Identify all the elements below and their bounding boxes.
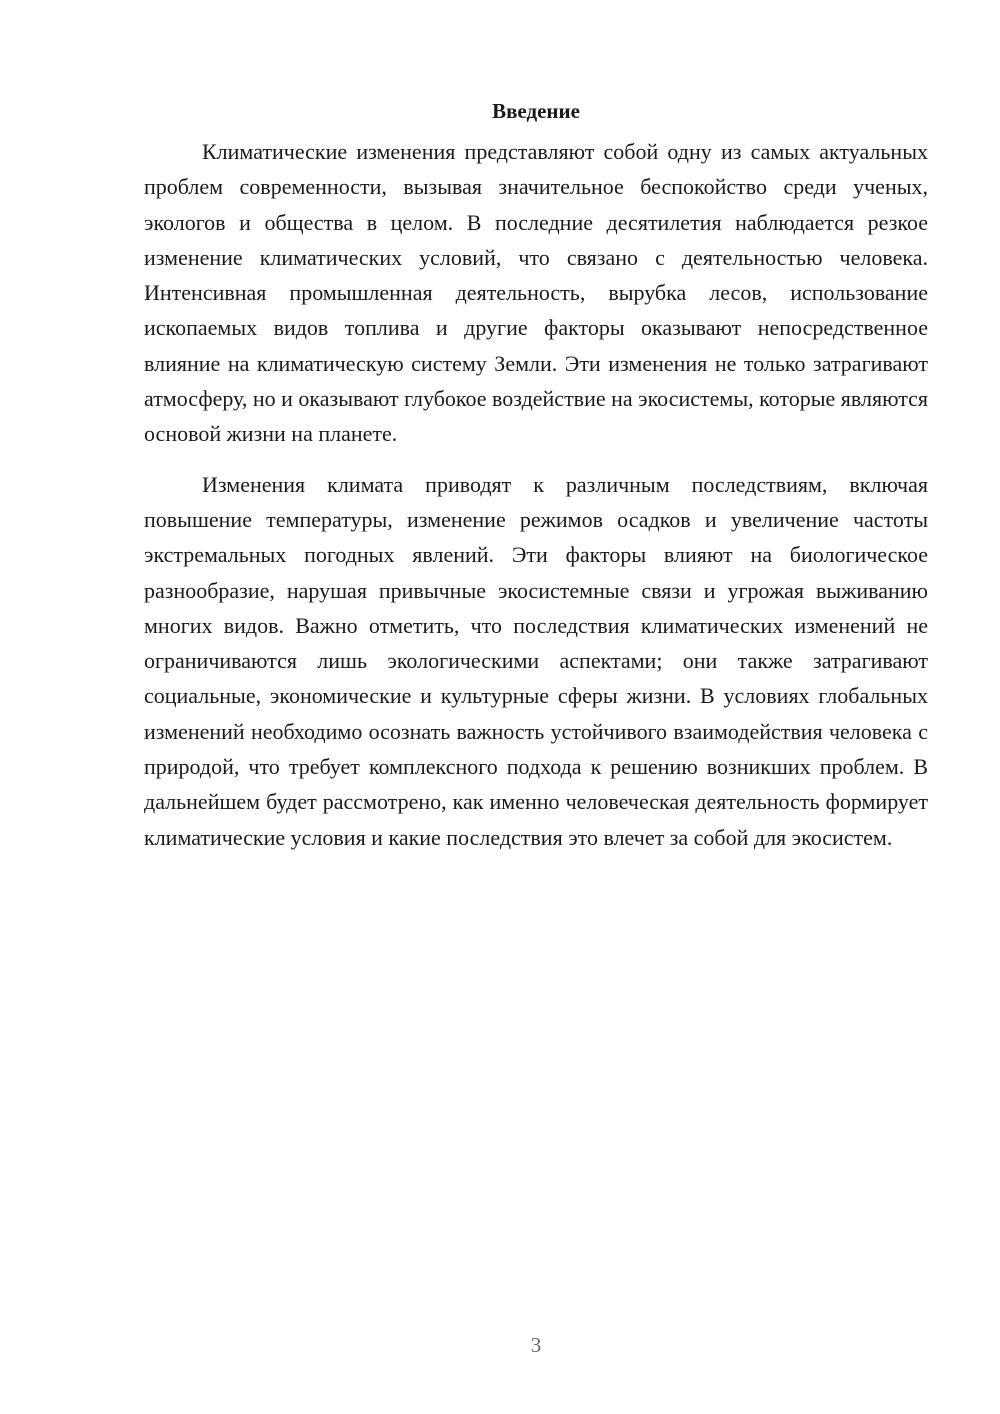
page-number: 3 bbox=[530, 1333, 542, 1357]
paragraph-2: Изменения климата приводят к различным последствиям, включая повышение температуры, изменение режимов осадков и увеличение частоты экстремальных погодных явлений. Эти факторы влияют на биологическое разнообразие, нарушая привычные экосистемные связи и угрожая выживанию многих видов. Важно отметить, что последствия климатических изменений не ограничиваются лишь экологическими аспектами; они также затрагивают социальные, экономические и культурные сферы жизни. В условиях глобальных изменений необходимо осознать важность устойчивого взаимодействия человека с природой, что требует комплексного подхода к решению возникших проблем. В дальнейшем будет рассмотрено, как именно человеческая деятельность формирует климатические условия и какие последствия это влечет за собой для экосистем. bbox=[144, 471, 928, 850]
page-content bbox=[144, 94, 928, 855]
paragraph-1: Климатические изменения представляют собой одну из самых актуальных проблем современности, вызывая значительное беспокойство среди ученых, экологов и общества в целом. В последние десятилетия наблюдается резкое изменение климатических условий, что связано с деятельностью человека. Интенсивная промышленная деятельность, вырубка лесов, использование ископаемых видов топлива и другие факторы оказывают непосредственное влияние на климатическую систему Земли. Эти изменения не только затрагивают атмосферу, но и оказывают глубокое воздействие на экосистемы, которые являются основой жизни на планете. bbox=[144, 139, 928, 447]
section-title: Введение bbox=[492, 99, 580, 123]
